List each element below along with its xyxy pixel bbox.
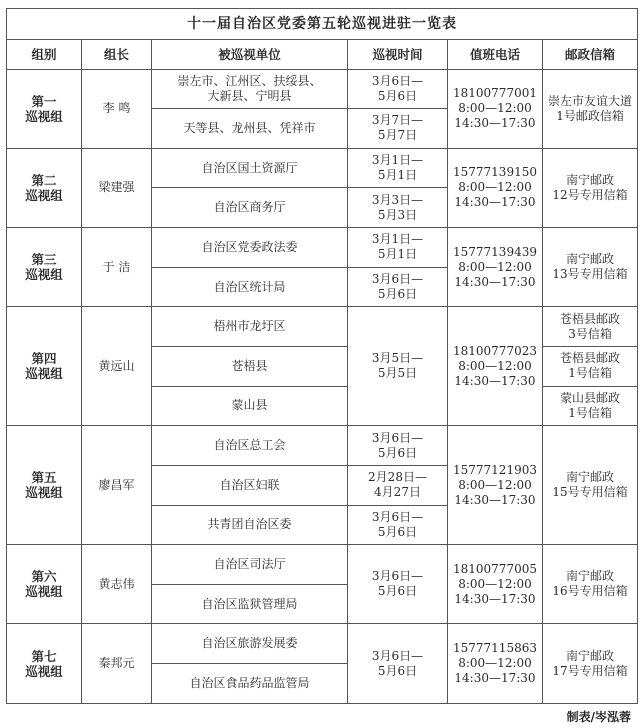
duty-phone: 15777121903 8:00—12:00 14:30—17:30 [448, 426, 543, 545]
header-mailbox: 邮政信箱 [543, 40, 638, 69]
inspection-time: 3月5日— 5月5日 [348, 307, 448, 426]
inspected-unit: 自治区食品药品监管局 [152, 664, 348, 704]
group-name: 第四 巡视组 [7, 307, 82, 426]
postal-mailbox: 南宁邮政 16号专用信箱 [543, 545, 638, 624]
inspection-table [6, 8, 638, 704]
postal-mailbox: 南宁邮政 12号专用信箱 [543, 148, 638, 227]
header-leader: 组长 [82, 40, 152, 69]
postal-mailbox: 南宁邮政 15号专用信箱 [543, 426, 638, 545]
inspected-unit: 天等县、龙州县、凭祥市 [152, 109, 348, 149]
group-leader: 梁建强 [82, 148, 152, 227]
table-row [7, 228, 638, 268]
duty-phone: 18100777023 8:00—12:00 14:30—17:30 [448, 307, 543, 426]
inspected-unit: 自治区监狱管理局 [152, 584, 348, 624]
table-title: 十一届自治区党委第五轮巡视进驻一览表 [7, 9, 638, 40]
group-leader: 于 洁 [82, 228, 152, 307]
group-leader: 秦邦元 [82, 624, 152, 704]
inspected-unit: 自治区商务厅 [152, 188, 348, 228]
group-name: 第七 巡视组 [7, 624, 82, 704]
header-phone: 值班电话 [448, 40, 543, 69]
inspected-unit: 蒙山县 [152, 386, 348, 426]
inspected-unit: 自治区总工会 [152, 426, 348, 466]
group-leader: 黄远山 [82, 307, 152, 426]
header-group: 组别 [7, 40, 82, 69]
inspection-time: 3月6日— 5月6日 [348, 267, 448, 307]
header-time: 巡视时间 [348, 40, 448, 69]
inspection-time: 3月6日— 5月6日 [348, 69, 448, 109]
duty-phone: 15777139150 8:00—12:00 14:30—17:30 [448, 148, 543, 227]
postal-mailbox: 崇左市友谊大道 1号邮政信箱 [543, 69, 638, 148]
duty-phone: 15777115863 8:00—12:00 14:30—17:30 [448, 624, 543, 704]
group-name: 第三 巡视组 [7, 228, 82, 307]
group-name: 第一 巡视组 [7, 69, 82, 148]
table-row [7, 69, 638, 109]
inspection-time: 3月1日— 5月1日 [348, 228, 448, 268]
inspected-unit: 梧州市龙圩区 [152, 307, 348, 347]
table-credit: 制表/岑泓蓉 [566, 710, 631, 724]
inspected-unit: 自治区国土资源厅 [152, 148, 348, 188]
inspected-unit: 自治区司法厅 [152, 545, 348, 585]
inspection-time: 3月1日— 5月1日 [348, 148, 448, 188]
duty-phone: 15777139439 8:00—12:00 14:30—17:30 [448, 228, 543, 307]
inspected-unit: 自治区党委政法委 [152, 228, 348, 268]
table-row [7, 624, 638, 664]
inspected-unit: 自治区旅游发展委 [152, 624, 348, 664]
inspection-time: 3月3日— 5月3日 [348, 188, 448, 228]
group-name: 第五 巡视组 [7, 426, 82, 545]
postal-mailbox: 南宁邮政 17号专用信箱 [543, 624, 638, 704]
group-leader: 廖昌军 [82, 426, 152, 545]
header-unit: 被巡视单位 [152, 40, 348, 69]
postal-mailbox: 苍梧县邮政 3号信箱 [543, 307, 638, 347]
inspected-unit: 自治区妇联 [152, 465, 348, 505]
duty-phone: 18100777001 8:00—12:00 14:30—17:30 [448, 69, 543, 148]
table-row [7, 148, 638, 188]
inspected-unit: 崇左市、江州区、扶绥县、 大新县、宁明县 [152, 69, 348, 109]
inspection-time: 3月6日— 5月6日 [348, 624, 448, 704]
group-name: 第二 巡视组 [7, 148, 82, 227]
table-row [7, 545, 638, 585]
group-name: 第六 巡视组 [7, 545, 82, 624]
inspection-time: 2月28日— 4月27日 [348, 465, 448, 505]
inspection-time: 3月6日— 5月6日 [348, 426, 448, 466]
inspected-unit: 苍梧县 [152, 347, 348, 387]
table-row [7, 307, 638, 347]
duty-phone: 18100777005 8:00—12:00 14:30—17:30 [448, 545, 543, 624]
inspected-unit: 自治区统计局 [152, 267, 348, 307]
inspected-unit: 共青团自治区委 [152, 505, 348, 545]
inspection-time: 3月7日— 5月7日 [348, 109, 448, 149]
postal-mailbox: 南宁邮政 13号专用信箱 [543, 228, 638, 307]
inspection-time: 3月6日— 5月6日 [348, 545, 448, 624]
group-leader: 黄志伟 [82, 545, 152, 624]
group-leader: 李 鸣 [82, 69, 152, 148]
postal-mailbox: 蒙山县邮政 1号信箱 [543, 386, 638, 426]
postal-mailbox: 苍梧县邮政 1号信箱 [543, 347, 638, 387]
inspection-time: 3月6日— 5月6日 [348, 505, 448, 545]
table-row [7, 426, 638, 466]
